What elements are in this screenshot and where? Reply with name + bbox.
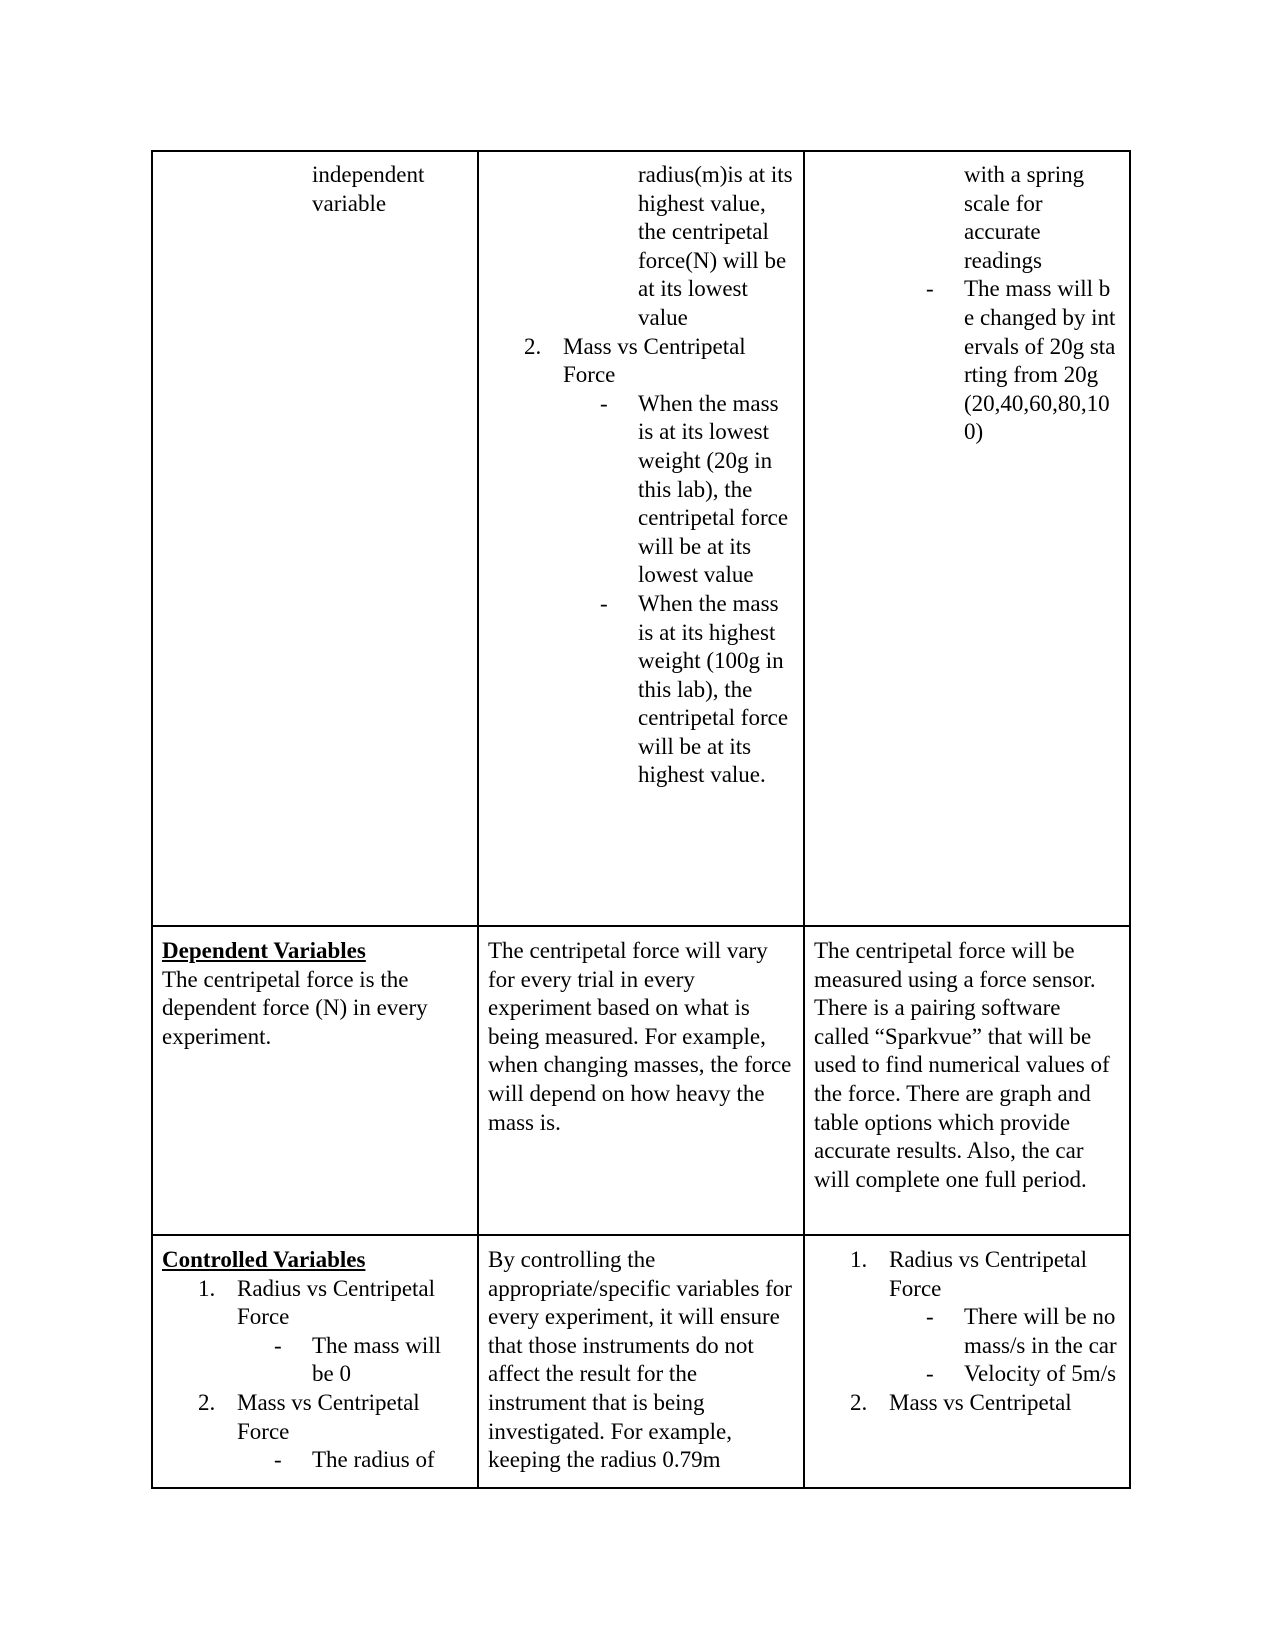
dash-bullet: - [274,1332,282,1358]
table-cell [152,1235,478,1488]
cell-text: radius(m)is at its highest value, the centripetal force(N) will be at its lowest value [638,162,793,330]
cell-text: with a spring scale for accurate readings [964,162,1085,273]
table-row [152,926,1130,1235]
section-heading: Dependent Variables [162,938,366,963]
item-number: 2. [198,1389,216,1415]
dash-bullet: - [600,590,608,616]
dash-bullet: - [600,390,608,416]
table-cell [478,151,804,926]
numbered-item [814,1246,1120,1303]
numbered-item [162,1389,468,1446]
bullet-item [162,1446,468,1475]
table-cell [478,926,804,1235]
bullet-item [488,390,794,590]
bullet-text: The radius of [312,1447,435,1473]
cell-text: The centripetal force is the dependent force (N) in every experiment. [162,966,428,1049]
numbered-item [162,1275,468,1332]
section-heading: Controlled Variables [162,1247,366,1272]
bullet-text: When the mass is at its highest weight (100g in this lab), the centripetal force will be at its highest value. [638,590,789,788]
bullet-text: There will be no mass/s in the car [964,1304,1117,1358]
item-label: Radius vs Centripetal Force [237,1275,436,1330]
table-row [152,151,1130,926]
table-cell [804,151,1130,926]
cell-text: independent variable [312,162,425,216]
table-cell [152,151,478,926]
item-number: 1. [850,1247,868,1272]
item-number: 2. [850,1389,868,1415]
item-number: 1. [198,1275,216,1301]
bullet-item [814,1303,1120,1360]
dash-bullet: - [926,1304,934,1330]
bullet-text: The mass will be changed by intervals of 20g starting from 20g (20,40,60,80,100) [964,276,1116,445]
bullet-item [814,275,1120,447]
bullet-text: When the mass is at its lowest weight (20g in this lab), the centripetal force will be at its lowest value [638,390,789,588]
item-label: Radius vs Centripetal Force [889,1247,1088,1301]
variables-table [151,150,1131,1489]
item-number: 2. [524,333,542,359]
bullet-text: Velocity of 5m/s [964,1361,1117,1387]
numbered-item [488,333,794,390]
item-label: Mass vs Centripetal Force [563,333,746,388]
cell-text: The centripetal force will vary for every trial in every experiment based on what is being measured. For example, when changing masses, the force will depend on how heavy the mass is. [488,938,792,1135]
table-cell [152,926,478,1235]
bullet-item [162,1332,468,1389]
table-row [152,1235,1130,1488]
dash-bullet: - [926,1361,934,1387]
table-cell [478,1235,804,1488]
numbered-item [814,1389,1120,1418]
dash-bullet: - [274,1447,282,1473]
bullet-item [814,1360,1120,1389]
item-label: Mass vs Centripetal [889,1389,1072,1415]
bullet-item [488,590,794,790]
table-cell [804,926,1130,1235]
table-cell [804,1235,1130,1488]
bullet-text: The mass will be 0 [312,1332,442,1387]
cell-text: By controlling the appropriate/specific variables for every experiment, it will ensure that those instruments do not affect the result for the instrument that is being investigated. For example, keeping the radius 0.79m [488,1247,792,1473]
dash-bullet: - [926,276,934,302]
cell-text: The centripetal force will be measured using a force sensor. There is a pairing software called “Sparkvue” that will be used to find numerical values of the force. There are graph and table options which provide accurate results. Also, the car will complete one full period. [814,938,1110,1192]
item-label: Mass vs Centripetal Force [237,1389,420,1444]
